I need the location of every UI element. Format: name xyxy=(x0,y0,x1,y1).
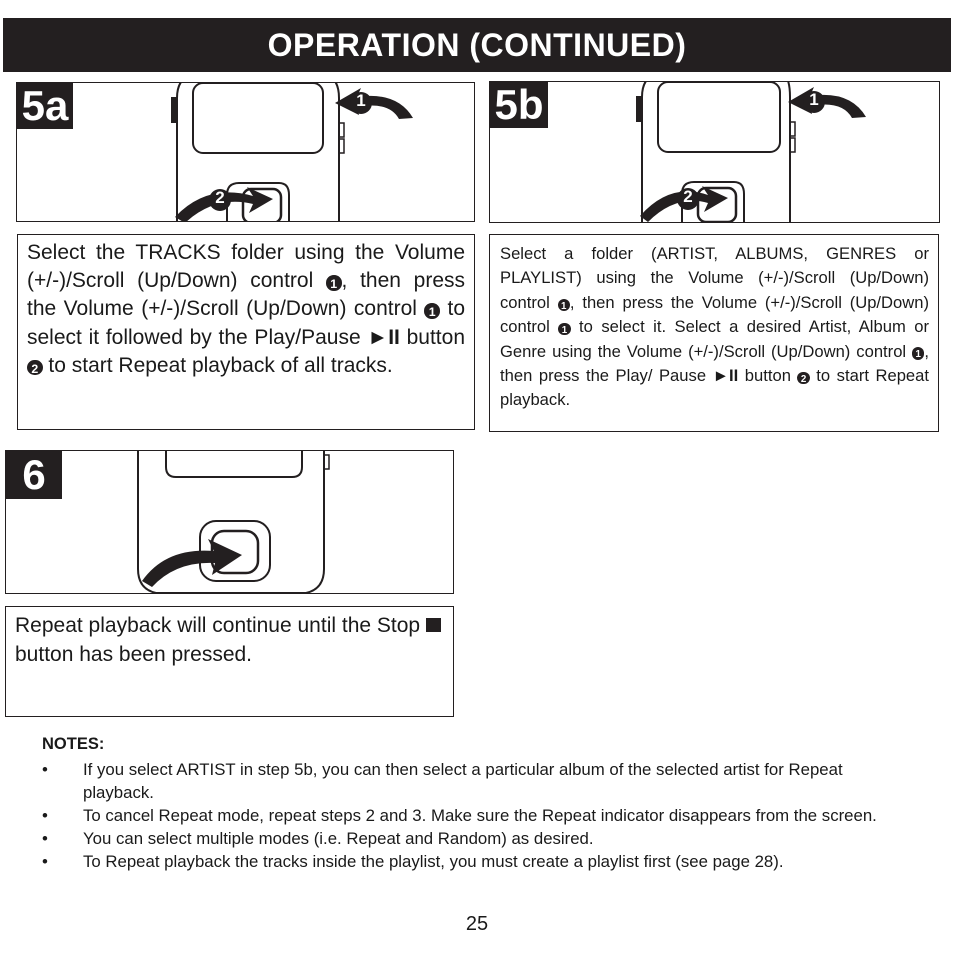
step-5a-text: Select the TRACKS folder using the Volume (+/-)/Scroll (Up/Down) control 1 , then press the Volume (+/-)/Scroll (Up/Down) control 1 to select it followed by the Play/Pause ►II button 2 to start Repeat playback of all tracks. xyxy=(27,241,466,377)
step-5b-text: Select a folder (ARTIST, ALBUMS, GENRES or PLAYLIST) using the Volume (+/-)/Scroll (Up/Down) control 1 , then press the Volume (+/-)/Scroll (Up/Down) control 1 to select it. Select a desired Artist, Album or Genre using the Volume (+/-)/Scroll (Up/Down) control 1 , then press the Play/ Pause ►II button 2 to start Repeat playback. xyxy=(500,244,930,410)
device-drawing xyxy=(6,451,454,594)
notes-section xyxy=(42,733,902,873)
device-drawing xyxy=(17,83,475,222)
step-5a-illustration xyxy=(16,82,475,222)
step-5b-instructions xyxy=(489,234,939,432)
callout-2: 2 xyxy=(215,188,225,207)
callout-1: 1 xyxy=(356,91,366,110)
step-5a-label: 5a xyxy=(17,83,73,129)
list-item: • To cancel Repeat mode, repeat steps 2 and 3. Make sure the Repeat indicator disappears from the screen. xyxy=(42,806,877,825)
callout-2: 2 xyxy=(683,187,693,206)
callout-1: 1 xyxy=(809,90,819,109)
device-drawing xyxy=(490,82,940,223)
play-pause-icon: ►II xyxy=(367,325,400,349)
page-number: 25 xyxy=(465,913,489,935)
step-6-instructions xyxy=(5,606,454,717)
notes-title: NOTES: xyxy=(42,735,105,753)
list-item: • You can select multiple modes (i.e. Repeat and Random) as desired. xyxy=(42,829,594,848)
arrow-1-icon xyxy=(335,88,413,119)
list-item: • To Repeat playback the tracks inside the playlist, you must create a playlist first (see page 28). xyxy=(42,852,784,871)
callout-1-icon: 1 xyxy=(424,303,440,319)
page-title: OPERATION (CONTINUED) xyxy=(267,27,687,63)
callout-1-icon: 1 xyxy=(558,299,570,311)
bullet-icon: • xyxy=(42,806,48,825)
bullet-icon: • xyxy=(42,760,48,779)
notes-list xyxy=(42,758,902,873)
arrow-1-icon xyxy=(788,87,866,118)
step-6-illustration xyxy=(5,450,454,594)
step-5a-instructions xyxy=(17,234,475,430)
step-6-text: Repeat playback will continue until the Stop button has been pressed. xyxy=(15,611,444,669)
step-5b-illustration xyxy=(489,81,940,223)
bullet-icon: • xyxy=(42,852,48,871)
step-6-label: 6 xyxy=(6,451,62,499)
callout-2-icon: 2 xyxy=(797,372,809,384)
list-item: • If you select ARTIST in step 5b, you can then select a particular album of the selected artist for Repeat playback. xyxy=(42,760,843,802)
callout-1-icon: 1 xyxy=(326,275,342,291)
stop-icon xyxy=(426,618,441,633)
page-header xyxy=(3,18,951,72)
callout-1-icon: 1 xyxy=(558,323,570,335)
play-pause-icon: ►II xyxy=(712,366,739,386)
callout-2-icon: 2 xyxy=(27,360,43,376)
bullet-icon: • xyxy=(42,829,48,848)
step-5b-label: 5b xyxy=(490,82,548,128)
arrow-icon xyxy=(142,539,242,587)
callout-1-icon: 1 xyxy=(912,347,924,359)
